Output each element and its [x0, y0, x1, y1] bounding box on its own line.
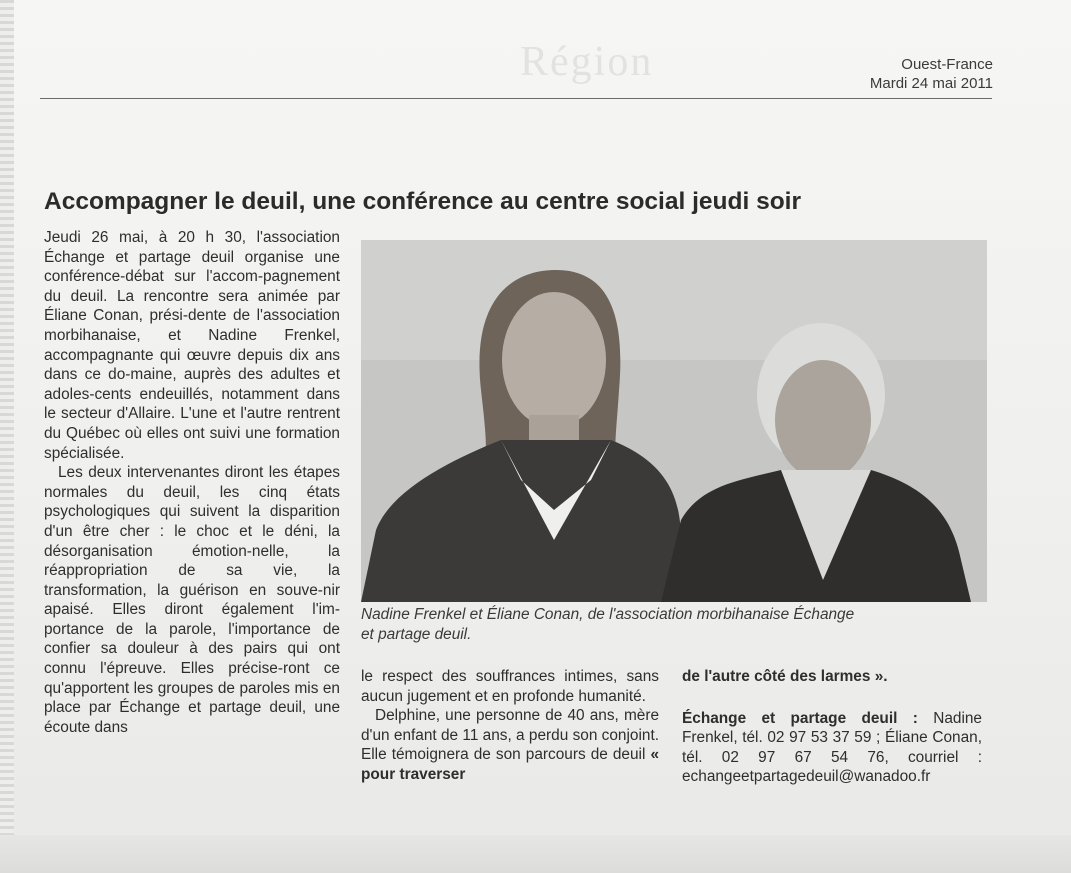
text-line: cents endeuillés, notamment dans: [94, 385, 340, 403]
text-line: transformation, la guérison en souve-: [44, 581, 323, 599]
scan-bottom-margin: [0, 835, 1071, 873]
paragraph-1: [44, 228, 340, 463]
text-line: dente de l'association morbihanaise,: [44, 307, 340, 344]
text-line: nelle, la réappropriation de sa vie, la: [44, 542, 340, 580]
text-line: de confier sa douleur à des pairs qui: [44, 620, 340, 658]
article-column-1: [44, 228, 340, 737]
contact-info: [682, 709, 982, 787]
text-line: son conjoint. Elle témoignera de son: [361, 726, 659, 764]
publication-date: Mardi 24 mai 2011: [869, 75, 993, 92]
face-right: [775, 360, 871, 480]
quote-end: de l'autre côté des larmes ».: [682, 668, 888, 685]
masthead: [870, 55, 993, 93]
text-line: Les deux intervenantes diront les: [58, 464, 289, 482]
text-line: et Nadine Frenkel, accompagnante: [44, 326, 340, 364]
text-line: le secteur d'Allaire. L'une et l'autre: [44, 405, 282, 423]
header-rule: [40, 98, 992, 99]
text-line: disparition d'un être cher : le choc et: [44, 503, 340, 540]
paragraph-4: [361, 706, 659, 784]
text-line: le déni, la désorganisation émotion-: [44, 522, 340, 560]
publication-name: Ouest-France: [901, 56, 993, 73]
photo-caption: [361, 605, 987, 644]
article-column-3: [682, 667, 982, 787]
face-left: [502, 292, 606, 428]
text-line: ont connu l'épreuve. Elles précise-: [44, 640, 340, 678]
text-line: nir apaisé. Elles diront également l'im-: [44, 581, 340, 619]
text-line: paroles mis en place par Échange: [44, 679, 340, 717]
text-line: Delphine, une personne de 40 ans,: [375, 707, 619, 725]
quote-start: « pour traverser: [361, 746, 659, 783]
text-line: qui œuvre depuis dix ans dans ce do-: [44, 346, 340, 384]
email-address: echangeetpartagedeuil@wanadoo.fr: [682, 768, 931, 786]
text-line: et partage deuil, une écoute dans: [44, 699, 340, 736]
paragraph-3: [361, 667, 659, 706]
text-line: humanité.: [578, 687, 646, 705]
text-line: Jeudi 26 mai, à 20 h 30, l'association: [44, 229, 340, 246]
caption-line: et partage deuil.: [361, 625, 472, 643]
text-line: mère d'un enfant de 11 ans, a perdu: [361, 707, 660, 744]
scan-edge: [0, 0, 14, 873]
text-line: sera animée par Éliane Conan, prési-: [44, 287, 340, 325]
text-line: étapes normales du deuil, les cinq: [44, 464, 340, 501]
text-line: pagnement du deuil. La rencontre: [44, 268, 340, 305]
text-line: maine, auprès des adultes et adoles-: [44, 366, 340, 403]
bleed-through-text: Région: [520, 39, 654, 85]
text-line: ront ce qu'apportent les groupes de: [44, 660, 340, 697]
contact-label: Échange et partage deuil :: [682, 709, 918, 727]
text-line: une conférence-débat sur l'accom-: [44, 248, 340, 286]
paragraph-2: [44, 463, 340, 737]
photo-illustration: [361, 240, 987, 602]
text-line: Nadine: [917, 709, 982, 727]
article-photo: [361, 240, 987, 602]
text-line: rentrent du Québec où elles ont suivi: [44, 405, 340, 442]
article-headline: Accompagner le deuil, une conférence au centre social jeudi soir: [44, 188, 802, 215]
text-line: Échange et partage deuil organise: [44, 248, 304, 266]
text-line: Conan, tél. 02 97 67 54 76, courriel :: [682, 729, 982, 766]
text-line: le respect des souffrances intimes,: [361, 668, 618, 685]
text-line: sans aucun jugement et en profonde: [361, 668, 659, 705]
text-line: une formation spécialisée.: [44, 424, 340, 462]
text-line: Frenkel, tél. 02 97 53 37 59 ; Éliane: [682, 729, 928, 747]
caption-line: Nadine Frenkel et Éliane Conan, de l'association morbihanaise Échange: [361, 606, 855, 623]
text-line: parcours de deuil: [525, 746, 651, 764]
text-line: portance de la parole, l'importance: [44, 620, 311, 638]
article-column-2: [361, 667, 659, 785]
text-line: états psychologiques qui suivent la: [44, 483, 340, 521]
